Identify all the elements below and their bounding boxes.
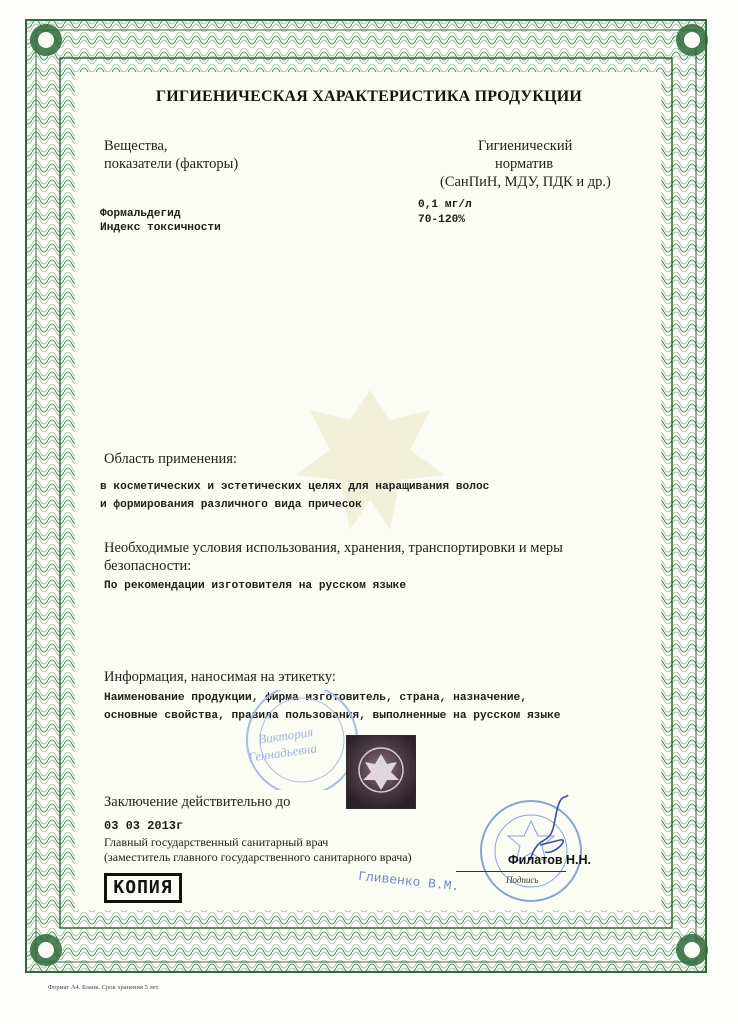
chief-doctor-title: Главный государственный санитарный врач <box>104 835 329 849</box>
left-stamp-text-line2: Геннадьевна <box>247 740 318 765</box>
substance-name: Индекс токсичности <box>100 222 221 234</box>
substances-header-line2: показатели (факторы) <box>104 156 239 172</box>
substance-norm: 0,1 мг/л <box>418 199 472 211</box>
valid-until-label: Заключение действительно до <box>104 794 291 810</box>
scope-text-line2: и формирования различного вида причесок <box>100 499 362 511</box>
norm-header-line1: Гигиенический <box>478 138 573 154</box>
copy-stamp: КОПИЯ <box>104 873 182 903</box>
footer-note: Формат А4. Бланк. Срок хранения 5 лет. <box>48 984 160 991</box>
substance-name: Формальдегид <box>100 208 181 220</box>
substance-norm: 70-120% <box>418 214 465 226</box>
norm-header-line2: норматив <box>495 156 554 172</box>
substances-header-line1: Вещества, <box>104 138 168 154</box>
label-info-line2: основные свойства, правила пользования, выполненные на русском языке <box>104 710 561 722</box>
signature-caption: Подпись <box>506 875 539 885</box>
conditions-label-line1: Необходимые условия использования, хранения, транспортировки и меры <box>104 540 563 556</box>
scope-text-line1: в косметических и эстетических целях для наращивания волос <box>100 481 490 493</box>
deputy-title: (заместитель главного государственного санитарного врача) <box>104 850 412 864</box>
scope-label: Область применения: <box>104 451 237 467</box>
left-stamp-text-line1: Виктория <box>257 724 315 747</box>
conditions-text: По рекомендации изготовителя на русском языке <box>104 580 407 592</box>
valid-until-date: 03 03 2013г <box>104 819 184 833</box>
eagle-emblem-watermark <box>280 380 460 550</box>
label-info-line1: Наименование продукции, фирма изготовитель, страна, назначение, <box>104 692 527 704</box>
document-title: ГИГИЕНИЧЕСКАЯ ХАРАКТЕРИСТИКА ПРОДУКЦИИ <box>155 88 583 105</box>
double-eagle-icon <box>347 736 415 808</box>
hologram-seal <box>346 735 416 809</box>
norm-header-line3: (СанПиН, МДУ, ПДК и др.) <box>440 174 611 190</box>
conditions-label-line2: безопасности: <box>104 558 192 574</box>
label-info-label: Информация, наносимая на этикетку: <box>104 669 336 685</box>
signature-line <box>456 871 566 872</box>
signer-name: Филатов Н.Н. <box>508 853 591 867</box>
side-stamp-text: Гливенко В.М. <box>357 868 460 895</box>
